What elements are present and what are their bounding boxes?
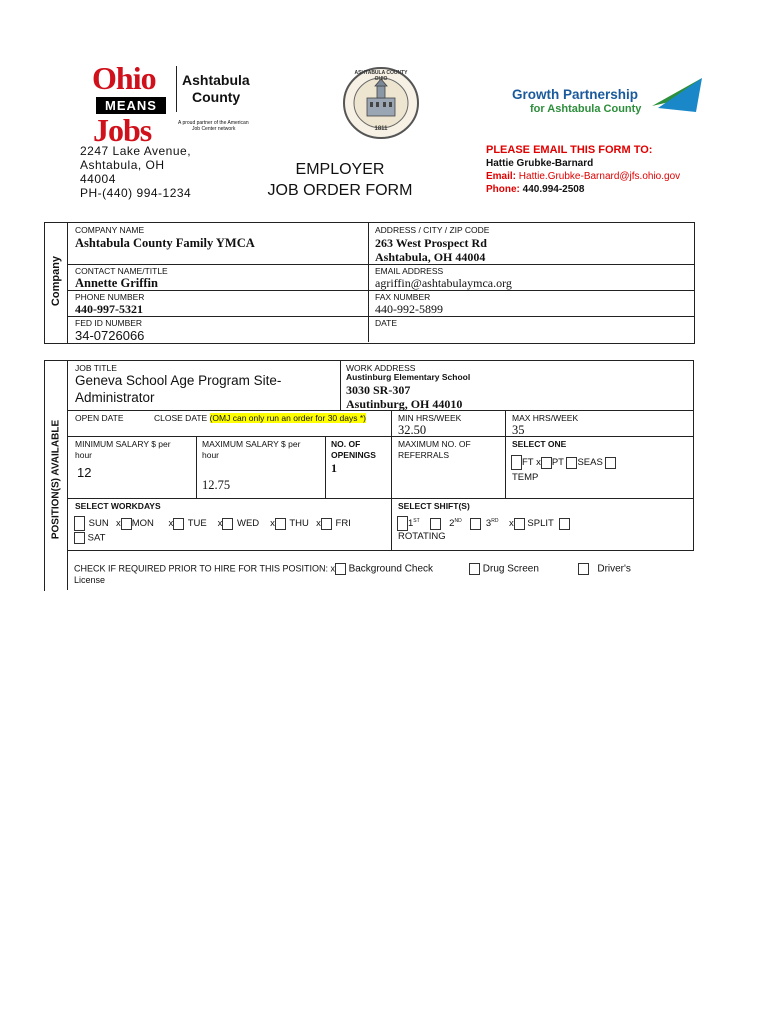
sun-label: SUN (88, 518, 109, 530)
fedid-field[interactable]: 34-0726066 (75, 328, 145, 343)
ft-label: FT (522, 457, 534, 469)
close-date-note: (OMJ can only run an order for 30 days *) (209, 413, 366, 423)
address-phone: PH-(440) 994-1234 (80, 186, 192, 200)
max-salary-field[interactable]: 12.75 (202, 478, 231, 492)
thu-label: THU (289, 518, 309, 530)
email-heading: PLEASE EMAIL THIS FORM TO: (486, 144, 653, 156)
thu-x-mark: x (270, 518, 275, 530)
second-shift-checkbox[interactable] (430, 518, 441, 530)
max-salary-label: MAXIMUM SALARY $ per hour (202, 439, 301, 460)
mon-x-mark: x (115, 518, 121, 530)
workdays-label: SELECT WORKDAYS (75, 501, 161, 511)
shifts-label: SELECT SHIFT(S) (398, 501, 470, 511)
fri-x-mark: x (316, 518, 321, 530)
email-instructions (486, 144, 680, 196)
email-contact-name: Hattie Grubke-Barnard (486, 158, 594, 169)
rotating-checkbox[interactable] (559, 518, 570, 530)
fedid-label: FED ID NUMBER (75, 318, 143, 328)
seas-checkbox[interactable] (566, 457, 577, 469)
sat-label: SAT (87, 532, 106, 544)
position-side-label: POSITION(S) AVAILABLE (50, 419, 62, 540)
min-salary-field[interactable]: 12 (77, 465, 92, 480)
work-address-line1[interactable]: 3030 SR-307 (346, 383, 411, 397)
company-email-label: EMAIL ADDRESS (375, 266, 444, 276)
drug-screen-label: Drug Screen (482, 563, 539, 575)
logo-ohio-text: Ohio (92, 60, 156, 96)
ohio-means-jobs-logo (92, 60, 268, 148)
job-title-line1: Geneva School Age Program Site- (75, 373, 282, 388)
contact-name-field[interactable]: Annette Griffin (75, 276, 158, 290)
company-fax-field[interactable]: 440-992-5899 (375, 302, 443, 316)
sat-option (74, 532, 105, 544)
job-title-label: JOB TITLE (75, 363, 117, 373)
wed-checkbox[interactable] (222, 518, 233, 530)
workdays-options (74, 516, 351, 531)
sun-checkbox[interactable] (74, 516, 85, 531)
form-title (248, 159, 432, 201)
logo-means-text: MEANS (96, 97, 166, 114)
company-email-field[interactable]: agriffin@ashtabulaymca.org (375, 276, 512, 290)
min-hrs-label: MIN HRS/WEEK (398, 413, 462, 423)
employment-type-options (511, 455, 616, 470)
first-shift-label: 1 (408, 518, 414, 530)
mon-checkbox[interactable] (121, 518, 132, 530)
address-line1: 2247 Lake Avenue, (80, 144, 192, 158)
company-fax-label: FAX NUMBER (375, 292, 431, 302)
company-phone-label: PHONE NUMBER (75, 292, 145, 302)
fri-checkbox[interactable] (321, 518, 332, 530)
phone-contact-number: 440.994-2508 (522, 184, 585, 195)
split-label: SPLIT (527, 518, 554, 530)
mon-label: MON (131, 518, 154, 530)
min-salary-label: MINIMUM SALARY $ per hour (75, 439, 171, 460)
office-address (80, 144, 191, 200)
company-phone-field[interactable]: 440-997-5321 (75, 302, 143, 316)
drivers-checkbox[interactable] (578, 563, 589, 575)
fri-label: FRI (335, 518, 351, 530)
form-title-line1: EMPLOYER (295, 161, 385, 178)
email-contact-line: Email: Hattie.Grubke-Barnard@jfs.ohio.gov (486, 171, 681, 182)
tue-label: TUE (187, 518, 207, 530)
address-line2: Ashtabula, OH (80, 158, 165, 172)
background-x-mark: x (330, 563, 336, 574)
pt-label: PT (551, 457, 564, 469)
drivers-option (578, 563, 631, 575)
ft-checkbox[interactable] (511, 455, 522, 470)
growth-logo-line1: Growth Partnership (512, 87, 639, 102)
seal-year: 1811 (374, 126, 388, 132)
temp-checkbox[interactable] (605, 457, 616, 469)
company-side-label: Company (50, 255, 62, 307)
work-school-name[interactable]: Austinburg Elementary School (346, 372, 471, 382)
third-shift-label: 3 (485, 518, 492, 530)
drug-screen-checkbox[interactable] (469, 563, 480, 575)
company-name-field[interactable]: Ashtabula County Family YMCA (75, 236, 255, 250)
sat-checkbox[interactable] (74, 532, 85, 544)
rotating-label: ROTATING (398, 531, 446, 542)
company-address-line2[interactable]: Ashtabula, OH 44004 (375, 250, 486, 264)
growth-logo-line2: for Ashtabula County (530, 103, 642, 115)
openings-label: NO. OF OPENINGS (331, 439, 376, 460)
drivers-label: Driver's (597, 563, 631, 575)
wed-label: WED (237, 518, 260, 530)
background-check-checkbox[interactable] (335, 563, 346, 575)
prehire-label: CHECK IF REQUIRED PRIOR TO HIRE FOR THIS POSITION: (74, 563, 329, 574)
open-date-label: OPEN DATE (75, 413, 124, 423)
first-shift-checkbox[interactable] (397, 516, 408, 531)
work-address-line2[interactable]: Asutinburg, OH 44010 (346, 397, 463, 411)
logo-region-line1: Ashtabula (182, 72, 250, 88)
tue-checkbox[interactable] (173, 518, 184, 530)
company-address-line1[interactable]: 263 West Prospect Rd (375, 236, 487, 250)
logo-tagline-line2: Job Center network (192, 126, 236, 132)
pt-x-mark: x (536, 457, 541, 469)
select-one-label: SELECT ONE (512, 439, 567, 449)
form-title-line2: JOB ORDER FORM (267, 182, 413, 199)
date-label: DATE (375, 318, 398, 328)
close-date-label: CLOSE DATE (OMJ can only run an order for 30 days *) (154, 413, 366, 423)
company-name-label: COMPANY NAME (75, 225, 145, 235)
split-checkbox[interactable] (514, 518, 525, 530)
drug-screen-option (469, 563, 539, 575)
logo-region-line2: County (192, 89, 241, 105)
wed-x-mark: x (217, 518, 223, 530)
max-hrs-label: MAX HRS/WEEK (512, 413, 579, 423)
logo-tagline-line1: A proud partner of the American (178, 120, 249, 126)
seal-text: ASHTABULA COUNTY OHIO (354, 70, 408, 82)
logo-jobs-text: Jobs (93, 112, 152, 148)
job-title-line2: Administrator (75, 390, 155, 405)
work-address-label: WORK ADDRESS (346, 363, 416, 373)
referrals-label: MAXIMUM NO. OF REFERRALS (398, 439, 471, 460)
shift-options: 1ST 2ND 3RD x SPLIT (397, 516, 570, 531)
second-shift-label: 2 (449, 518, 455, 530)
contact-name-label: CONTACT NAME/TITLE (75, 266, 168, 276)
thu-checkbox[interactable] (275, 518, 286, 530)
max-hrs-field[interactable]: 35 (512, 423, 525, 437)
temp-label: TEMP (512, 472, 539, 483)
min-hrs-field[interactable]: 32.50 (398, 423, 427, 437)
split-x-mark: x (509, 518, 514, 530)
tue-x-mark: x (168, 518, 174, 530)
license-label: License (74, 575, 106, 585)
growth-partnership-logo (510, 78, 706, 118)
job-title-field[interactable] (75, 372, 281, 406)
background-check-label: Background Check (348, 563, 434, 575)
phone-contact-line: Phone: 440.994-2508 (486, 184, 585, 195)
openings-field[interactable]: 1 (331, 461, 337, 475)
address-line3: 44004 (80, 172, 116, 186)
county-seal (342, 66, 420, 140)
email-contact-address[interactable]: Hattie.Grubke-Barnard@jfs.ohio.gov (518, 171, 681, 182)
pt-checkbox[interactable] (541, 457, 552, 469)
third-shift-checkbox[interactable] (470, 518, 481, 530)
company-address-label: ADDRESS / CITY / ZIP CODE (375, 225, 490, 235)
seas-label: SEAS (577, 457, 603, 469)
